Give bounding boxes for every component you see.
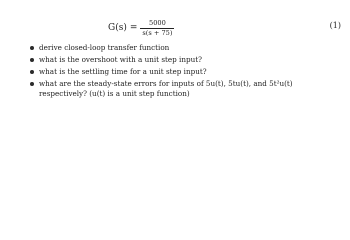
list-item-text: what is the settling time for a unit step input? — [39, 67, 207, 76]
list-item-text: derive closed-loop transfer function — [39, 43, 170, 52]
list-item — [30, 55, 336, 65]
list-item-text: what are the steady-state errors for inputs of 5u(t), 5tu(t), and 5t²u(t) respectively? (u(t) is a unit step function) — [39, 79, 293, 98]
bullet-icon — [30, 58, 34, 62]
equals-sign: = — [129, 22, 138, 33]
fraction-numerator: 5000 — [149, 18, 166, 27]
bullet-icon — [30, 46, 34, 50]
list-item — [30, 79, 336, 99]
question-list — [30, 43, 336, 101]
equation-row — [0, 10, 350, 46]
fraction-denominator: s(s + 75) — [142, 28, 173, 37]
list-item-text: what is the overshoot with a unit step input? — [39, 55, 202, 64]
transfer-function-equation — [108, 10, 174, 46]
transfer-function-fraction — [140, 20, 174, 37]
equation-lhs: G(s) — [108, 22, 127, 33]
list-item — [30, 43, 336, 53]
list-item — [30, 67, 336, 77]
bullet-icon — [30, 82, 34, 86]
equation-number: (1) — [329, 21, 341, 30]
bullet-icon — [30, 70, 34, 74]
